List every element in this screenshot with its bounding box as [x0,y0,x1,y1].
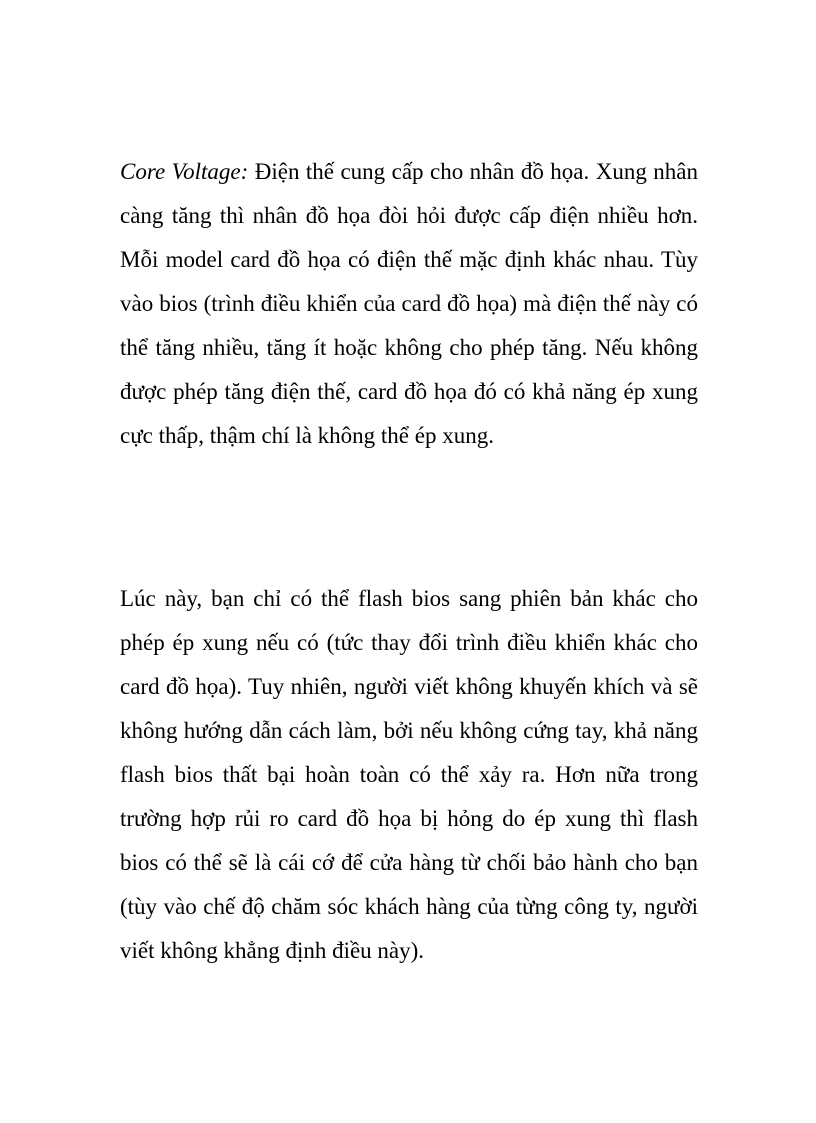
paragraph-2-text: Lúc này, bạn chỉ có thể flash bios sang phiên bản khác cho phép ép xung nếu có (tức thay đổi trình điều khiển khác cho card đồ họa). Tuy nhiên, người viết không khuyến khích và sẽ không hướng dẫn cách làm, bởi nếu không cứng tay, khả năng flash bios thất bại hoàn toàn có thể xảy ra. Hơn nữa trong trường hợp rủi ro card đồ họa bị hỏng do ép xung thì flash bios có thể sẽ là cái cớ để cửa hàng từ chối bảo hành cho bạn (tùy vào chế độ chăm sóc khách hàng của từng công ty, người viết không khẳng định điều này). [120,586,698,963]
paragraph-1-text: Điện thế cung cấp cho nhân đồ họa. Xung nhân càng tăng thì nhân đồ họa đòi hỏi được cấp điện nhiều hơn. Mỗi model card đồ họa có điện thế mặc định khác nhau. Tùy vào bios (trình điều khiển của card đồ họa) mà điện thế này có thể tăng nhiều, tăng ít hoặc không cho phép tăng. Nếu không được phép tăng điện thế, card đồ họa đó có khả năng ép xung cực thấp, thậm chí là không thể ép xung. [120,159,699,448]
paragraph-flash-bios [120,577,698,973]
term-core-voltage: Core Voltage: [120,159,249,184]
paragraph-core-voltage [120,150,698,458]
